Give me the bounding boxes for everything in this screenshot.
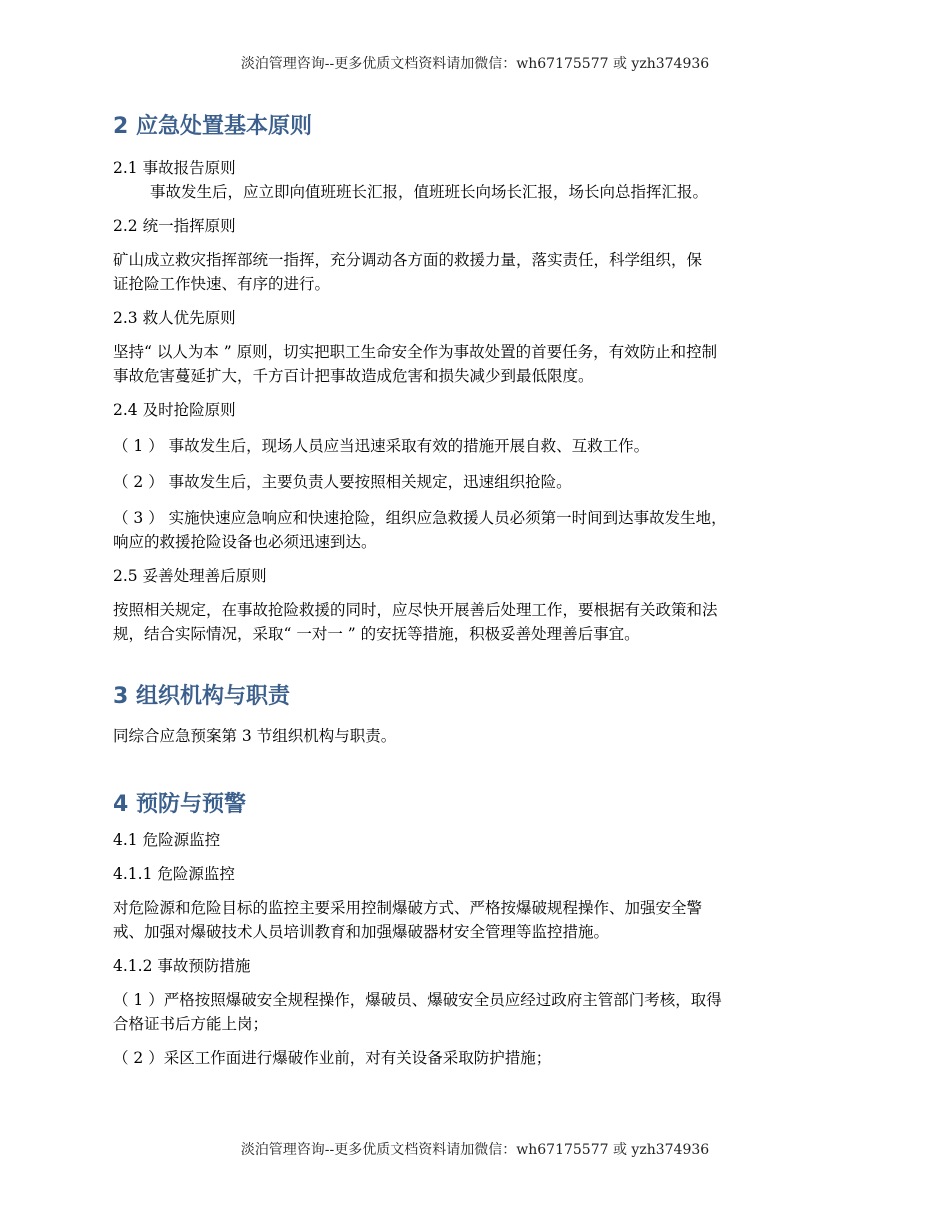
section-2-4-item-1: （ 1 ） 事故发生后，现场人员应当迅速采取有效的措施开展自救、互救工作。	[113, 437, 650, 455]
section-2-2-text	[113, 248, 838, 296]
section-2-4-item-3-line-1: （ 3 ） 实施快速应急响应和快速抢险，组织应急救援人员必须第一时间到达事故发生地，	[113, 509, 727, 527]
section-4-1-1-line-1: 对危险源和危险目标的监控主要采用控制爆破方式、严格按爆破规程操作、加强安全警	[113, 899, 703, 917]
section-2-2-line-2: 证抢险工作快速、有序的进行。	[113, 275, 331, 293]
section-2-heading: 2 应急处置基本原则	[113, 114, 312, 139]
section-2-5-line-1: 按照相关规定，在事故抢险救援的同时，应尽快开展善后处理工作，要根据有关政策和法	[113, 601, 718, 619]
section-3-text: 同综合应急预案第 3 节组织机构与职责。	[113, 727, 397, 745]
section-2-5-title: 2.5 妥善处理善后原则	[113, 567, 267, 585]
section-2-3-title: 2.3 救人优先原则	[113, 309, 236, 327]
section-2-1-text: 事故发生后，应立即向值班班长汇报，值班班长向场长汇报，场长向总指挥汇报。	[150, 183, 709, 201]
section-2-1-title: 2.1 事故报告原则	[113, 159, 236, 177]
section-4-1-1-text	[113, 896, 838, 944]
document-body	[113, 110, 838, 1070]
section-2-5-text	[113, 598, 838, 646]
section-3-heading: 3 组织机构与职责	[113, 684, 290, 709]
section-4-1-title: 4.1 危险源监控	[113, 831, 221, 849]
section-2-5-line-2: 规，结合实际情况，采取“ 一对一 ” 的安抚等措施，积极妥善处理善后事宜。	[113, 625, 640, 643]
section-4-1-2-title: 4.1.2 事故预防措施	[113, 957, 251, 975]
page-header: 淡泊管理咨询--更多优质文档资料请加微信：wh67175577 或 yzh374936	[240, 56, 710, 72]
section-2-4-title: 2.4 及时抢险原则	[113, 401, 236, 419]
section-4-heading: 4 预防与预警	[113, 792, 246, 817]
section-2-2-title: 2.2 统一指挥原则	[113, 217, 236, 235]
section-2-3-line-2: 事故危害蔓延扩大，千方百计把事故造成危害和损失减少到最低限度。	[113, 367, 594, 385]
section-2-3-line-1: 坚持“ 以人为本 ” 原则，切实把职工生命安全作为事故处置的首要任务，有效防止和控制	[113, 343, 718, 361]
section-4-1-2-item-1-line-1: （ 1 ）严格按照爆破安全规程操作，爆破员、爆破安全员应经过政府主管部门考核，取得	[113, 991, 722, 1009]
section-4-1-2-item-2: （ 2 ）采区工作面进行爆破作业前，对有关设备采取防护措施；	[113, 1049, 552, 1067]
section-2-2-line-1: 矿山成立救灾指挥部统一指挥，充分调动各方面的救援力量，落实责任，科学组织，保	[113, 251, 703, 269]
section-4-1-1-title: 4.1.1 危险源监控	[113, 865, 235, 883]
section-4-1-2-item-1-line-2: 合格证书后方能上岗；	[113, 1015, 269, 1033]
section-2-4-item-2: （ 2 ） 事故发生后，主要负责人要按照相关规定，迅速组织抢险。	[113, 473, 572, 491]
section-2-4-item-3-line-2: 响应的救援抢险设备也必须迅速到达。	[113, 533, 377, 551]
page-footer: 淡泊管理咨询--更多优质文档资料请加微信：wh67175577 或 yzh374936	[240, 1142, 710, 1158]
section-2-4-item-3	[113, 506, 838, 554]
section-4-1-1-line-2: 戒、加强对爆破技术人员培训教育和加强爆破器材安全管理等监控措施。	[113, 923, 610, 941]
section-4-1-2-item-1	[113, 988, 838, 1036]
section-2-3-text	[113, 340, 838, 388]
